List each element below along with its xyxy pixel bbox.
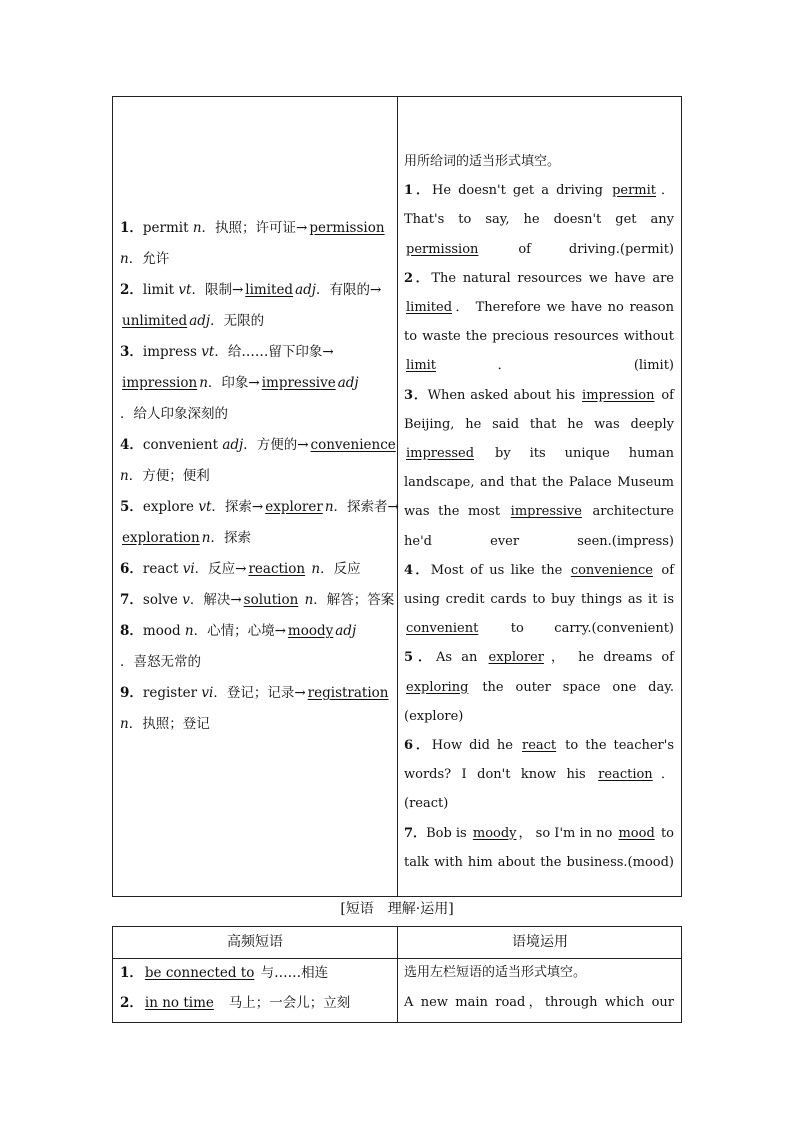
answer-limited: limited <box>245 282 294 298</box>
context-text: A new main road，through which our <box>404 995 674 1010</box>
answer-impressive: impressive <box>261 375 336 391</box>
exercise-5: 5．As an explorer ， he dreams of exploring the outer space one day.(explore) <box>404 650 674 724</box>
answer-mood: mood <box>618 825 655 841</box>
answer-explorer-2: explorer <box>488 650 544 666</box>
answer-in-no-time: in no time <box>144 995 214 1011</box>
word-family-item-2: 2．limit vt．限制→ limited adj．有限的→ <box>120 282 382 298</box>
answer-impression: impression <box>122 375 198 391</box>
phrase-row-2: 2． in no time 马上；一会儿；立刻 <box>120 995 351 1011</box>
exercise-7: 7．Bob is moody ， so I'm in no mood to talk with him about the business.(mood) <box>404 825 674 870</box>
answer-react: react <box>521 738 557 754</box>
phrase-table <box>112 926 682 1023</box>
answer-permission-2: permission <box>406 241 479 257</box>
answer-convenient: convenient <box>406 621 479 637</box>
answer-registration: registration <box>307 685 389 701</box>
answer-exploration: exploration <box>122 530 200 546</box>
word-family-item-1: 1．permit n．执照；许可证→ permission <box>120 220 385 236</box>
vocab-table <box>112 96 682 897</box>
answer-exploring: exploring <box>406 679 469 695</box>
context-exercise <box>404 958 674 1018</box>
exercise-4: 4．Most of us like the convenience of using credit cards to buy things as it is convenient to carry.(convenient) <box>404 562 675 637</box>
answer-impression-2: impression <box>582 387 655 403</box>
word-family-item-3: 3．impress vt．给……留下印象→ <box>120 344 334 360</box>
answer-convenience: convenience <box>310 437 396 453</box>
answer-impressed: impressed <box>406 446 475 462</box>
answer-moody-2: moody <box>472 825 517 841</box>
phrase-row-1: 1． be connected to 与……相连 <box>120 965 329 981</box>
answer-limit: limit <box>406 358 437 374</box>
answer-permission: permission <box>309 220 385 236</box>
answer-moody: moody <box>287 623 334 639</box>
exercise-3: 3．When asked about his impression of Beijing, he said that he was deeply impressed by its unique human landscape, and that the Palace Museum was the most impressive architecture he'd ever seen.(impress) <box>404 387 674 549</box>
answer-impressive-2: impressive <box>510 504 582 520</box>
phrase-column-header: 高频短语 <box>227 934 283 950</box>
answer-explorer: explorer <box>265 499 323 515</box>
context-column-header: 语境运用 <box>512 934 568 950</box>
exercise-2: 2．The natural resources we have are limited ． Therefore we have no reason to waste the precious resources without limit ． (limit) <box>404 270 674 374</box>
exercise-instruction: 用所给词的适当形式填空。 <box>404 154 561 169</box>
phrase-list <box>120 958 392 1018</box>
answer-reaction: reaction <box>248 561 306 577</box>
answer-reaction-2: reaction <box>598 767 653 783</box>
exercise-list <box>404 147 674 877</box>
exercise-1: 1．He doesn't get a driving permit ． That's to say, he doesn't get any permission of driving.(permit) <box>404 183 674 257</box>
word-family-item-8: 8．mood n．心情；心境→ moody adj <box>120 623 357 639</box>
answer-unlimited: unlimited <box>122 313 188 329</box>
exercise-6: 6．How did he react to the teacher's words? I don't know his reaction ． (react) <box>404 738 674 812</box>
section-title: [短语 理解·运用] <box>340 901 454 917</box>
answer-convenience-2: convenience <box>570 562 653 578</box>
word-family-item-5: 5．explore vt．探索→ explorer n．探索者→ <box>120 499 399 515</box>
word-family-item-6: 6．react vi．反应→ reaction n．反应 <box>120 561 361 577</box>
context-instruction: 选用左栏短语的适当形式填空。 <box>404 965 587 980</box>
answer-solution: solution <box>243 592 299 608</box>
word-family-item-4: 4．convenient adj．方便的→ convenience <box>120 437 396 453</box>
column-divider <box>397 97 398 896</box>
answer-limited-2: limited <box>406 300 453 316</box>
word-family-item-9: 9．register vi．登记；记录→ registration <box>120 685 389 701</box>
answer-permit: permit <box>612 183 657 199</box>
word-family-item-7: 7．solve v．解决→ solution n．解答；答案 <box>120 592 395 608</box>
word-family-list: 1．permit n．执照；许可证→ permission n．允许 2．limit vt．限制→ limited adj．有限的→ unlimited adj．无限的 3．impress vt．给……留下印象→ impression n．印象→ impressive adj ．给人印象深刻的 4．convenient adj．方便的→ convenience n．方便；便利 5．explore vt．探索→ explorer n．探索者→ exploration n．探索 6．react vi．反应→ reaction n．反应 7．solve v．解决→ solution n．解答；答案 8．mood n．心情；心境→ moody adj ．喜怒无常的 9．register vi．登记；记录→ registration n．执照；登记 <box>120 213 392 740</box>
answer-be-connected-to: be connected to <box>144 965 255 981</box>
